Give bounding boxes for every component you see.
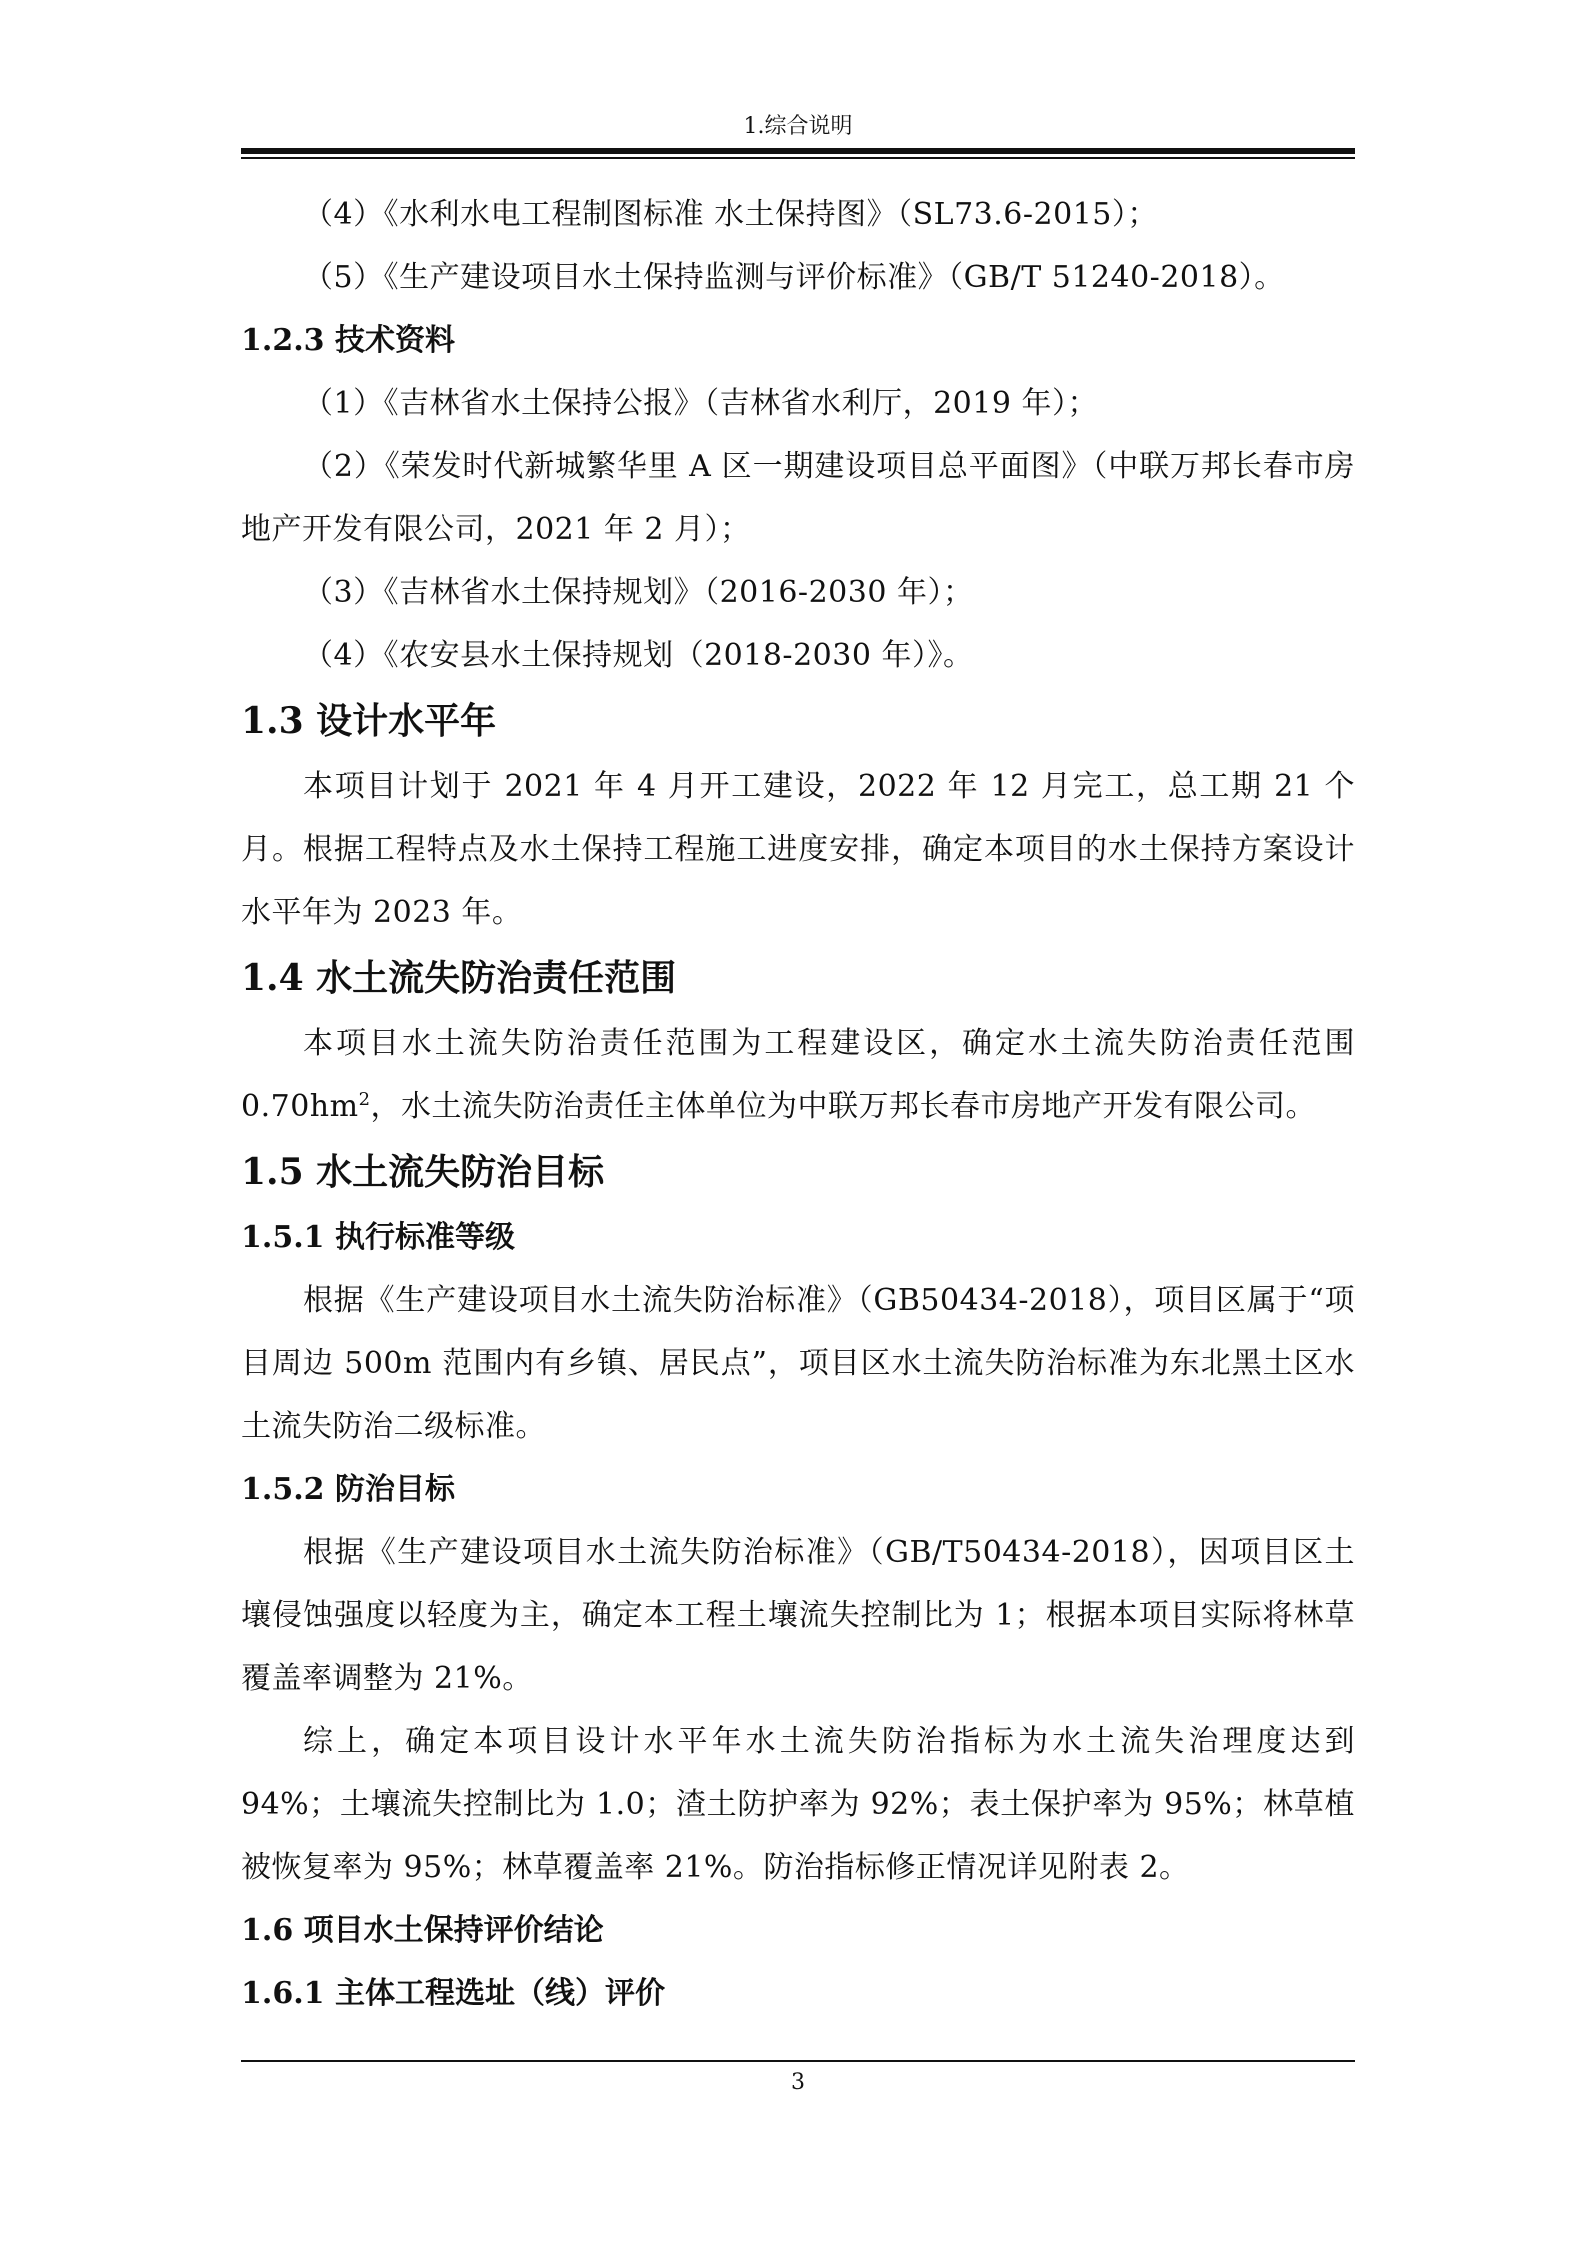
paragraph-responsibility-scope	[241, 1012, 1355, 1138]
superscript-2: 2	[358, 1089, 371, 1110]
paragraph-targets-a: 根据《生产建设项目水土流失防治标准》（GB/T50434-2018），因项目区土壤侵蚀强度以轻度为主，确定本工程土壤流失控制比为 1；根据本项目实际将林草覆盖率调整为 21%。	[241, 1535, 1355, 1696]
section-heading-1-5-1: 1.5.1 执行标准等级	[241, 1220, 515, 1255]
reference-item-4: （4）《水利水电工程制图标准 水土保持图》（SL73.6-2015）；	[303, 197, 1158, 232]
footer-rule	[241, 2060, 1355, 2062]
responsibility-text-b: ，水土流失防治责任主体单位为中联万邦长春市房地产开发有限公司。	[370, 1089, 1317, 1124]
page-header-title: 1.综合说明	[743, 114, 853, 139]
paragraph-standard-level: 根据《生产建设项目水土流失防治标准》（GB50434-2018），项目区属于“项目周边 500m 范围内有乡镇、居民点”，项目区水土流失防治标准为东北黑土区水土流失防治二级标准。	[241, 1283, 1355, 1444]
document-body	[241, 183, 1355, 2025]
section-heading-1-4: 1.4 水土流失防治责任范围	[241, 957, 677, 999]
responsibility-text-a: 本项目水土流失防治责任范围为工程建设区，确定水土流失防治责任范围 0.70hm	[241, 1026, 1355, 1124]
section-heading-1-5: 1.5 水土流失防治目标	[241, 1151, 605, 1193]
page-number: 3	[791, 2070, 805, 2095]
header-rule-thick	[241, 148, 1355, 154]
tech-item-1: （1）《吉林省水土保持公报》（吉林省水利厅，2019 年）；	[303, 386, 1098, 421]
tech-item-3: （3）《吉林省水土保持规划》（2016-2030 年）；	[303, 575, 974, 610]
tech-item-4: （4）《农安县水土保持规划（2018-2030 年）》。	[303, 638, 974, 673]
paragraph-targets-b: 综上，确定本项目设计水平年水土流失防治指标为水土流失治理度达到 94%；土壤流失控制比为 1.0；渣土防护率为 92%；表土保护率为 95%；林草植被恢复率为 95%；林草覆盖率 21%。防治指标修正情况详见附表 2。	[241, 1724, 1355, 1885]
section-heading-1-6-1: 1.6.1 主体工程选址（线）评价	[241, 1976, 665, 2011]
section-heading-1-2-3: 1.2.3 技术资料	[241, 323, 455, 358]
reference-item-5: （5）《生产建设项目水土保持监测与评价标准》（GB/T 51240-2018）。	[303, 260, 1285, 295]
section-heading-1-6: 1.6 项目水土保持评价结论	[241, 1913, 604, 1948]
header-rule-thin	[241, 157, 1355, 159]
section-heading-1-5-2: 1.5.2 防治目标	[241, 1472, 455, 1507]
paragraph-design-year: 本项目计划于 2021 年 4 月开工建设，2022 年 12 月完工，总工期 21 个月。根据工程特点及水土保持工程施工进度安排，确定本项目的水土保持方案设计水平年为 2023 年。	[241, 769, 1355, 930]
tech-item-2: （2）《荣发时代新城繁华里 A 区一期建设项目总平面图》（中联万邦长春市房地产开发有限公司，2021 年 2 月）；	[241, 449, 1355, 547]
section-heading-1-3: 1.3 设计水平年	[241, 700, 497, 742]
